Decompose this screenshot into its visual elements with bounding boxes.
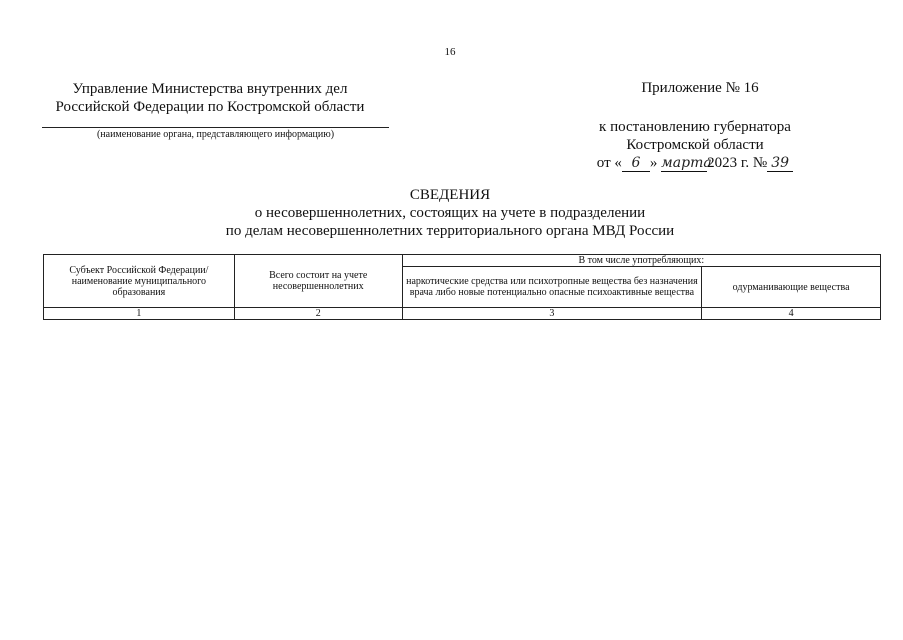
header-group: В том числе употребляющих: xyxy=(402,255,880,267)
column-number: 1 xyxy=(44,308,235,320)
heading-line2: по делам несовершеннолетних территориального органа МВД России xyxy=(225,223,675,239)
appendix-ref xyxy=(570,118,820,172)
heading-line1: о несовершеннолетних, состоящих на учете в подразделении xyxy=(254,205,646,221)
column-number: 2 xyxy=(234,308,402,320)
date-month: марта xyxy=(661,155,712,171)
heading xyxy=(150,186,750,240)
data-table xyxy=(43,254,881,320)
date-year: 2023 г. № xyxy=(707,155,768,171)
header-total: Всего состоит на учете несовершеннолетних xyxy=(234,255,402,308)
org-name xyxy=(40,80,380,116)
date-prefix: от « xyxy=(596,155,622,171)
header-intoxicants: одурманивающие вещества xyxy=(702,267,881,308)
date-mid: » xyxy=(649,155,658,171)
page-number: 16 xyxy=(444,46,456,58)
org-caption: (наименование органа, представляющего информацию) xyxy=(96,129,335,140)
appendix-date xyxy=(570,154,820,172)
org-line2: Российской Федерации по Костромской области xyxy=(55,99,365,115)
document-number: 39 xyxy=(767,156,793,172)
org-underline xyxy=(42,127,389,128)
column-number: 4 xyxy=(702,308,881,320)
org-line1: Управление Министерства внутренних дел xyxy=(72,81,348,97)
header-subject: Субъект Российской Федерации/ наименование муниципального образования xyxy=(44,255,235,308)
heading-title: СВЕДЕНИЯ xyxy=(409,187,491,203)
column-number: 3 xyxy=(402,308,702,320)
header-narcotics: наркотические средства или психотропные вещества без назначения врача либо новые потенциально опасные психоактивные вещества xyxy=(402,267,702,308)
appendix-line2: Костромской области xyxy=(626,137,764,153)
table-row-numbers xyxy=(44,308,881,320)
appendix-title: Приложение № 16 xyxy=(641,80,759,96)
appendix-line1: к постановлению губернатора xyxy=(599,119,791,135)
date-day: 6 xyxy=(622,156,650,172)
